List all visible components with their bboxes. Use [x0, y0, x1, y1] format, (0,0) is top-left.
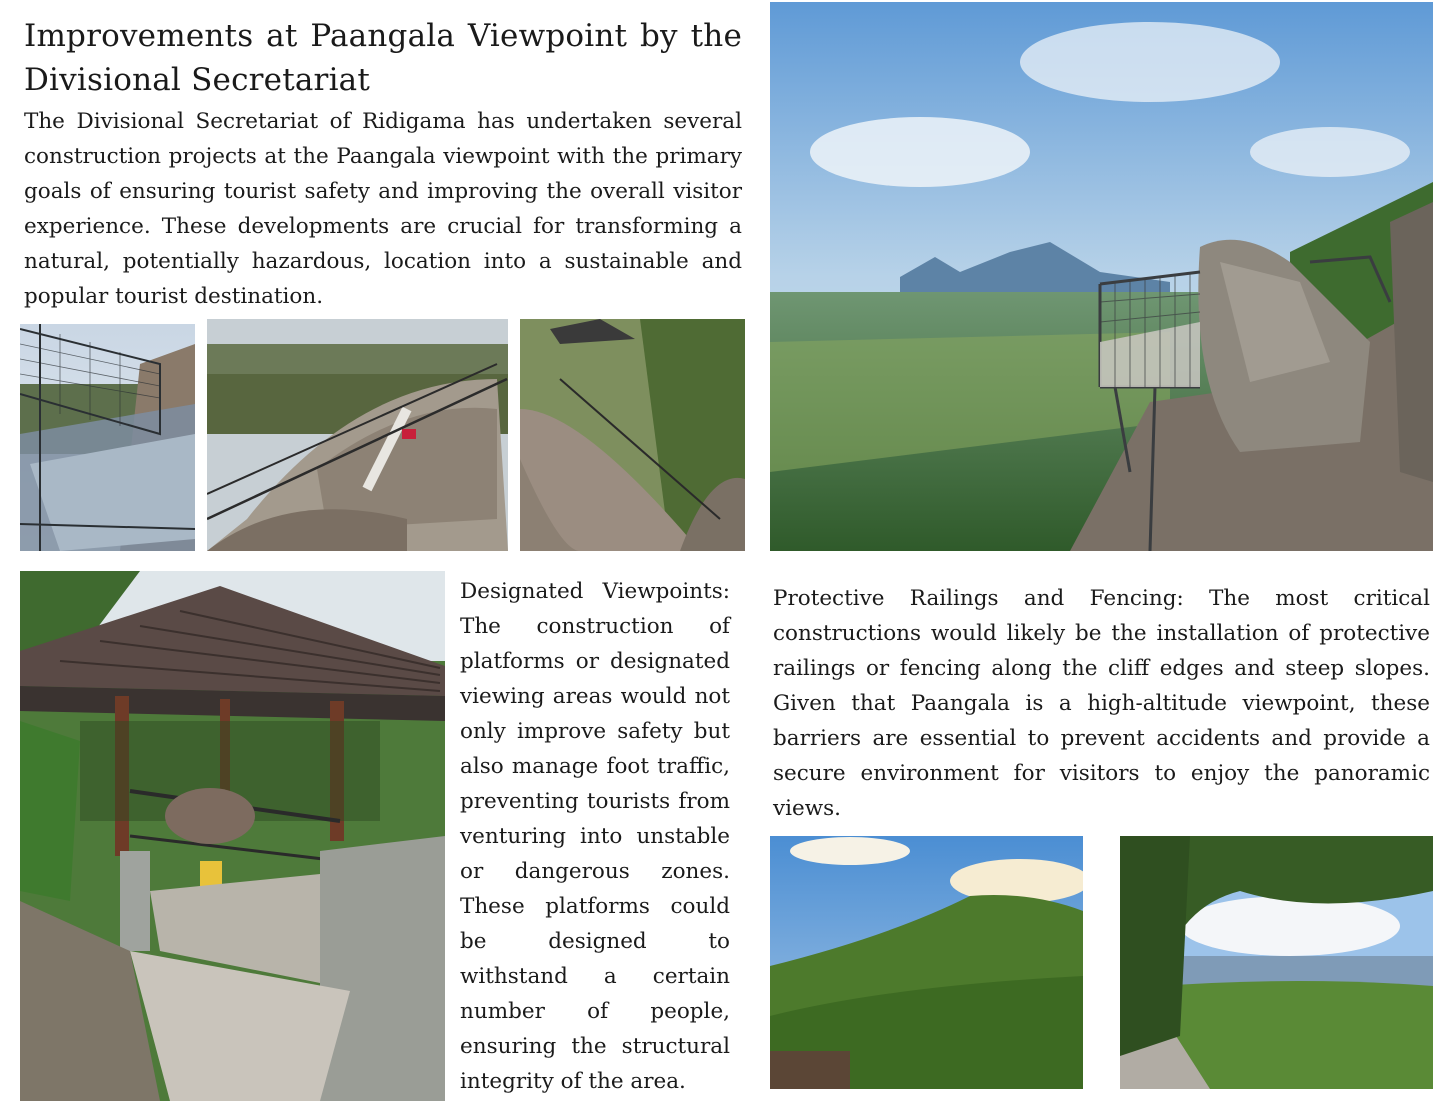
photo-walkway-railing [20, 324, 195, 551]
photo-green-hill [770, 836, 1083, 1089]
photo-rock-railing [207, 319, 508, 551]
photo-path-gazebo [520, 319, 745, 551]
railings-paragraph: Protective Railings and Fencing: The most critical constructions would likely be the installation of protective railings or fencing along the cliff edges and steep slopes. Given that Paangala is a high-altitude viewpoint, these barriers are essential to prevent accidents and provide a secure environment for visitors to enjoy the panoramic views. [773, 586, 1430, 821]
photo-gazebo [20, 571, 445, 1101]
viewpoints-paragraph: Designated Viewpoints: The construction of platforms or designated viewing areas would not only improve safety but also manage foot traffic, preventing tourists from venturing into unstable or dangerous zones. These platforms could be designed to withstand a certain number of people, ensuring the structural integrity of the area. [460, 579, 730, 1094]
photo-cliff-platform [770, 2, 1433, 551]
photo-trail-trees [1120, 836, 1433, 1089]
intro-paragraph: The Divisional Secretariat of Ridigama has undertaken several construction projects at the Paangala viewpoint with the primary goals of ensuring tourist safety and improving the overall visitor experience. These developments are crucial for transforming a natural, potentially hazardous, location into a sustainable and popular tourist destination. [24, 109, 742, 309]
page-title: Improvements at Paangala Viewpoint by the Divisional Secretariat [24, 18, 742, 98]
